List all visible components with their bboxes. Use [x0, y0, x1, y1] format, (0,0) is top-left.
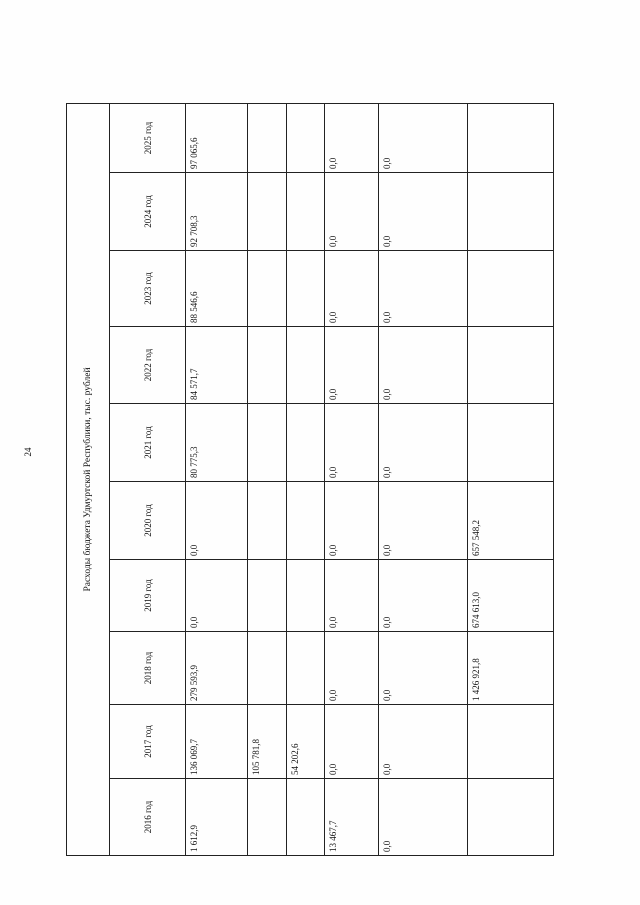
table-cell: 84 571,7 — [186, 327, 248, 404]
table-cell — [248, 632, 287, 705]
table-cell: 0,0 — [325, 104, 379, 173]
table-cell — [287, 404, 325, 482]
table-cell: 1 426 921,8 — [468, 632, 554, 705]
table-cell: 0,0 — [379, 173, 468, 251]
column-header: 2017 год — [110, 705, 186, 779]
column-header: 2018 год — [110, 632, 186, 705]
table-cell: 136 069,7 — [186, 705, 248, 779]
table-cell — [468, 705, 554, 779]
table-cell — [468, 251, 554, 327]
table-cell: 0,0 — [379, 404, 468, 482]
table-row — [186, 104, 248, 856]
table-header-row — [110, 104, 186, 856]
table-cell: 0,0 — [325, 482, 379, 560]
table-cell — [287, 251, 325, 327]
table-row — [468, 104, 554, 856]
table-cell — [248, 560, 287, 632]
column-header: 2016 год — [110, 779, 186, 856]
table-caption: Расходы бюджета Удмуртской Республики, тыс. рублей — [67, 104, 110, 856]
table-cell — [468, 173, 554, 251]
table-cell: 0,0 — [325, 560, 379, 632]
column-header: 2020 год — [110, 482, 186, 560]
table-cell — [248, 173, 287, 251]
table-cell: 0,0 — [186, 560, 248, 632]
table-cell — [287, 632, 325, 705]
table-cell: 0,0 — [379, 104, 468, 173]
table-row — [325, 104, 379, 856]
table-cell: 0,0 — [325, 404, 379, 482]
table-cell — [248, 404, 287, 482]
table-cell: 0,0 — [379, 705, 468, 779]
table-row — [379, 104, 468, 856]
column-header: 2023 год — [110, 251, 186, 327]
table-cell: 13 467,7 — [325, 779, 379, 856]
table-cell: 657 548,2 — [468, 482, 554, 560]
table-cell: 0,0 — [325, 632, 379, 705]
table-cell: 0,0 — [325, 251, 379, 327]
budget-table-container — [66, 104, 552, 856]
table-row — [287, 104, 325, 856]
column-header: 2021 год — [110, 404, 186, 482]
table-cell: 105 781,8 — [248, 705, 287, 779]
table-cell: 0,0 — [325, 327, 379, 404]
table-cell — [248, 482, 287, 560]
table-cell — [468, 327, 554, 404]
table-cell — [248, 251, 287, 327]
table-cell: 674 613,0 — [468, 560, 554, 632]
table-cell: 97 065,6 — [186, 104, 248, 173]
table-cell — [287, 779, 325, 856]
table-cell — [248, 104, 287, 173]
table-cell: 279 593,9 — [186, 632, 248, 705]
table-cell: 54 202,6 — [287, 705, 325, 779]
table-cell — [287, 560, 325, 632]
table-cell: 92 708,3 — [186, 173, 248, 251]
column-header: 2025 год — [110, 104, 186, 173]
page-number: 24 — [23, 447, 33, 457]
table-cell: 80 775,3 — [186, 404, 248, 482]
table-cell: 0,0 — [379, 779, 468, 856]
table-cell: 0,0 — [379, 327, 468, 404]
column-header: 2024 год — [110, 173, 186, 251]
table-cell: 0,0 — [186, 482, 248, 560]
table-cell — [287, 104, 325, 173]
table-cell — [287, 482, 325, 560]
column-header: 2019 год — [110, 560, 186, 632]
table-cell: 0,0 — [379, 251, 468, 327]
table-cell: 0,0 — [379, 482, 468, 560]
column-header: 2022 год — [110, 327, 186, 404]
table-cell — [287, 327, 325, 404]
table-cell: 88 546,6 — [186, 251, 248, 327]
table-cell: 0,0 — [379, 560, 468, 632]
table-cell — [468, 779, 554, 856]
table-cell: 0,0 — [325, 173, 379, 251]
table-cell: 0,0 — [379, 632, 468, 705]
table-cell — [468, 104, 554, 173]
table-cell: 0,0 — [325, 705, 379, 779]
table-row — [248, 104, 287, 856]
table-cell — [248, 779, 287, 856]
table-cell — [468, 404, 554, 482]
table-cell: 1 612,9 — [186, 779, 248, 856]
table-cell — [287, 173, 325, 251]
budget-expenses-table — [66, 103, 554, 856]
table-cell — [248, 327, 287, 404]
